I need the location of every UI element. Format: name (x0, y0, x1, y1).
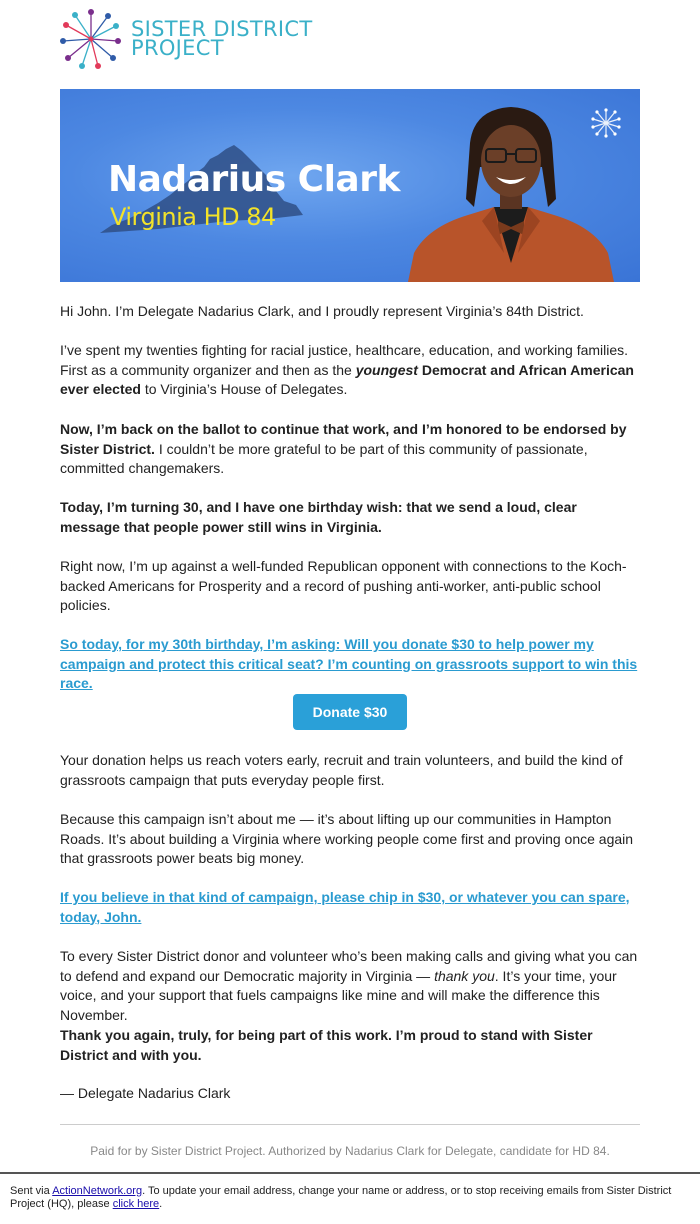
thanks-text-b: . It’s your time, your voice, and your support that fuels campaigns like mine and will make the difference this November. (60, 967, 617, 1023)
signoff: — Delegate Nadarius Clark (60, 1085, 231, 1101)
thank-you-emphasis: thank you (434, 967, 495, 984)
background-text-c: to Virginia’s House of Delegates. (140, 381, 348, 397)
background-bold: Democrat and African American ever elected (60, 361, 634, 397)
logo-wordmark (131, 17, 313, 60)
youngest-emphasis: youngest (355, 361, 418, 378)
footer-end: . (159, 1198, 163, 1210)
background-paragraph (60, 341, 640, 400)
logo-line-2: PROJECT (131, 36, 224, 60)
starburst-logo-icon (60, 8, 122, 70)
footer-middle-text: . To update your email address, change your name or address, or to stop receiving emails from Sister District Project (HQ), please (10, 1185, 672, 1210)
paid-for-disclaimer: Paid for by Sister District Project. Authorized by Nadarius Clark for Delegate, candidate for HD 84. (90, 1144, 610, 1158)
candidate-name: Nadarius Clark (108, 159, 400, 200)
candidate-district: Virginia HD 84 (110, 203, 276, 231)
endorsement-paragraph (60, 420, 640, 479)
sister-district-logo[interactable] (60, 8, 320, 70)
background-text-a: I’ve spent my twenties fighting for racial justice, healthcare, education, and working families. First as a community organizer and then as the (60, 342, 629, 378)
chip-in-link[interactable]: If you believe in that kind of campaign, please chip in $30, or whatever you can spare, today, John. (60, 889, 630, 925)
opponent-paragraph: Right now, I’m up against a well-funded Republican opponent with connections to the Koch-backed Americans for Prosperity and a record of pushing anti-worker, anti-public school policies. (60, 558, 627, 613)
hero-banner[interactable] (60, 89, 640, 282)
birthday-bold: Today, I’m turning 30, and I have one birthday wish: that we send a loud, clear message that people power still wins in Virginia. (60, 499, 577, 535)
endorsement-rest: I couldn’t be more grateful to be part of this community of passionate, committed changemakers. (60, 440, 588, 476)
footer-divider (60, 1124, 640, 1125)
candidate-portrait (408, 103, 618, 282)
thanks-donors-paragraph (60, 947, 640, 1025)
unsubscribe-click-here-link[interactable]: click here (112, 1198, 160, 1210)
closing-bold: Thank you again, truly, for being part of this work. I’m proud to stand with Sister District and with you. (60, 1027, 593, 1063)
footer-text (10, 1185, 690, 1211)
donate-ask-link[interactable]: So today, for my 30th birthday, I’m asking: Will you donate $30 to help power my campaign and protect this critical seat? I’m counting on grassroots support to win this race. (60, 636, 638, 691)
actionnetwork-footer (0, 1172, 700, 1224)
greeting-paragraph: Hi John. I’m Delegate Nadarius Clark, and I proudly represent Virginia’s 84th District. (60, 303, 584, 319)
actionnetwork-link[interactable]: ActionNetwork.org (52, 1185, 143, 1197)
donate-ask-paragraph (60, 635, 640, 694)
closing-paragraph (60, 1026, 640, 1065)
birthday-paragraph (60, 498, 640, 537)
thanks-text-a: To every Sister District donor and volunteer who’s been making calls and giving what you can to defend and expand our Democratic majority in Virginia — (60, 948, 638, 984)
footer-sent-via: Sent via (10, 1185, 53, 1197)
donate-30-button[interactable]: Donate $30 (293, 694, 407, 730)
endorsement-bold: Now, I’m back on the ballot to continue that work, and I’m honored to be endorsed by Sister District. (60, 421, 627, 457)
logo-line-1: SISTER DISTRICT (131, 17, 313, 41)
community-paragraph: Because this campaign isn’t about me — it’s about lifting up our communities in Hampton Roads. It’s about building a Virginia where working people come first and proving once again that grassroots power beats big money. (60, 811, 634, 866)
donation-impact-paragraph: Your donation helps us reach voters early, recruit and train volunteers, and build the kind of grassroots campaign that puts everyday people first. (60, 752, 623, 788)
chip-in-paragraph (60, 888, 640, 927)
